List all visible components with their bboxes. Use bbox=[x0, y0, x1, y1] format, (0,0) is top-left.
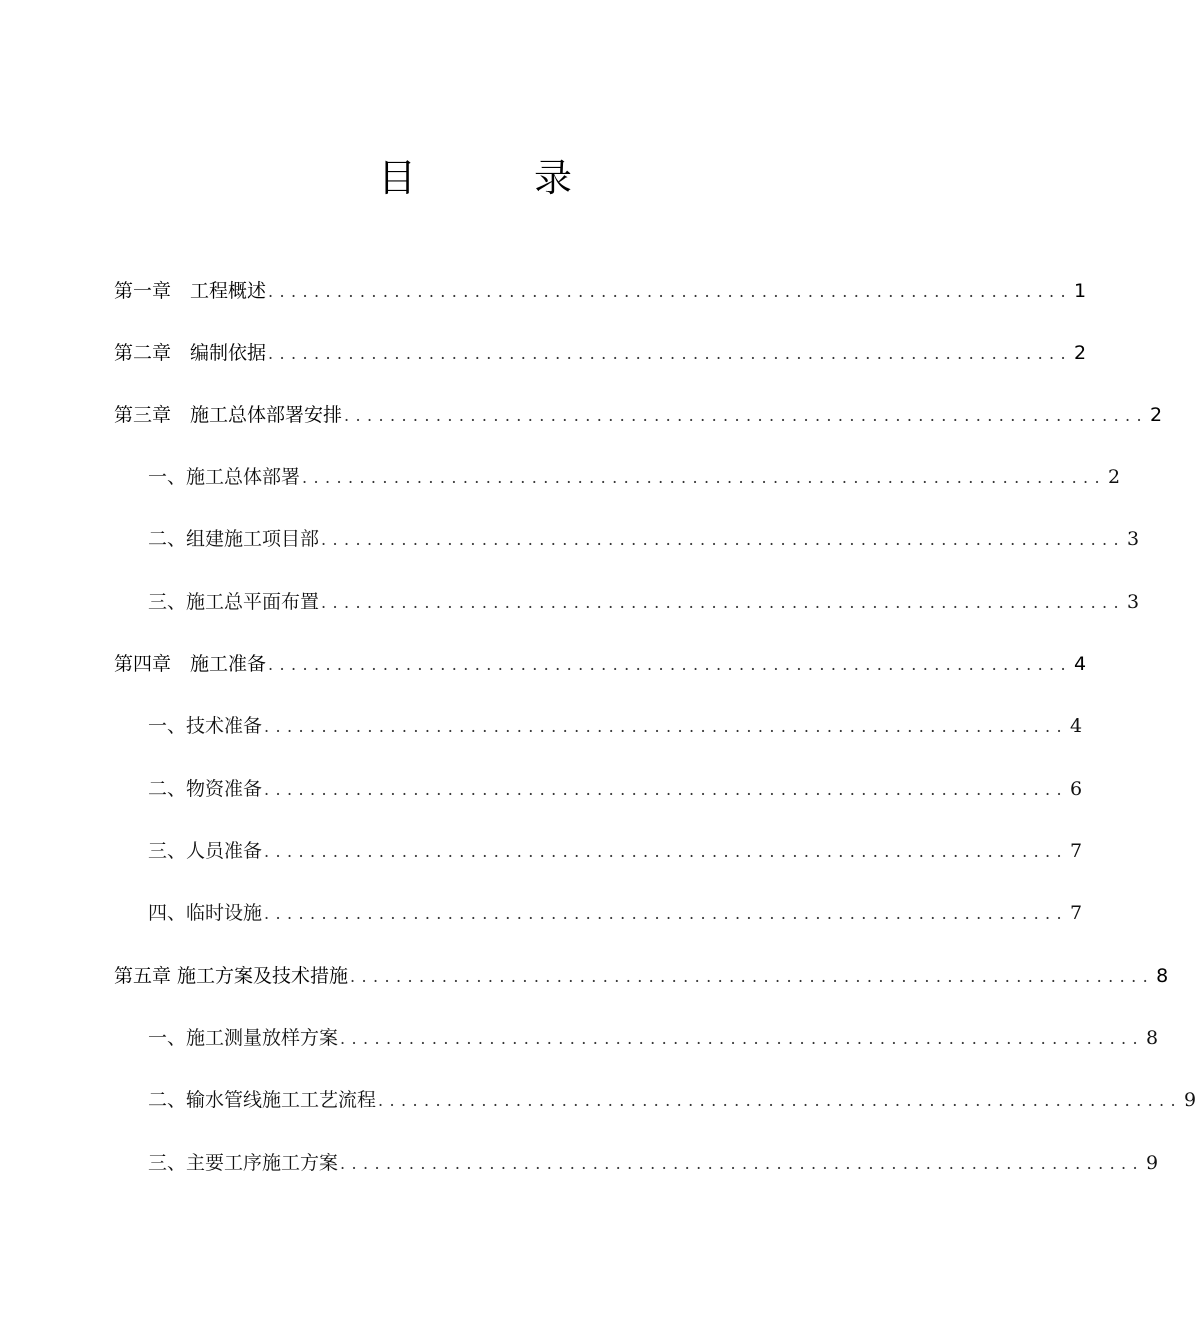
toc-entry-page: 3 bbox=[1127, 591, 1140, 613]
toc-entry[interactable] bbox=[148, 836, 1083, 866]
toc-entry-label: 一、施工测量放样方案 bbox=[148, 1027, 339, 1049]
toc-leader-dots: ...................................................................... bbox=[264, 717, 1069, 736]
toc-entry-label: 四、临时设施 bbox=[148, 902, 263, 924]
toc-leader-dots: ...................................................................... bbox=[321, 593, 1126, 612]
toc-entry-label: 三、施工总平面布置 bbox=[148, 591, 320, 613]
toc-entry-label: 第三章 施工总体部署安排 bbox=[114, 404, 343, 426]
toc-entry-label: 三、主要工序施工方案 bbox=[148, 1152, 339, 1174]
toc-entry-label: 第五章 施工方案及技术措施 bbox=[114, 965, 349, 987]
toc-leader-dots: ...................................................................... bbox=[268, 282, 1073, 301]
toc-entry-page: 1 bbox=[1074, 280, 1087, 302]
toc-entry-label: 第二章 编制依据 bbox=[114, 342, 267, 364]
toc-entry-page: 3 bbox=[1127, 528, 1140, 550]
toc-entry-page: 4 bbox=[1070, 715, 1083, 737]
toc-leader-dots: ...................................................................... bbox=[340, 1029, 1145, 1048]
toc-entry-page: 4 bbox=[1074, 653, 1087, 675]
toc-entry[interactable] bbox=[148, 774, 1083, 804]
toc-entry-page: 6 bbox=[1070, 778, 1083, 800]
toc-entry-page: 2 bbox=[1074, 342, 1087, 364]
toc-leader-dots: ...................................................................... bbox=[344, 406, 1149, 425]
toc-leader-dots: ...................................................................... bbox=[268, 655, 1073, 674]
toc-entry[interactable] bbox=[148, 711, 1083, 741]
toc-entry-page: 9 bbox=[1184, 1089, 1196, 1111]
toc-leader-dots: ...................................................................... bbox=[302, 468, 1107, 487]
toc-entry-page: 2 bbox=[1108, 466, 1121, 488]
toc-entry[interactable] bbox=[114, 400, 1163, 430]
toc-leader-dots: ...................................................................... bbox=[378, 1091, 1183, 1110]
toc-entry-page: 9 bbox=[1146, 1152, 1159, 1174]
toc-leader-dots: ...................................................................... bbox=[340, 1154, 1145, 1173]
toc-leader-dots: ...................................................................... bbox=[321, 530, 1126, 549]
toc-entry-page: 7 bbox=[1070, 902, 1083, 924]
toc-entry[interactable] bbox=[114, 338, 1087, 368]
toc-entry[interactable] bbox=[148, 524, 1140, 554]
toc-entry-page: 2 bbox=[1150, 404, 1163, 426]
toc-entry-label: 第一章 工程概述 bbox=[114, 280, 267, 302]
toc-leader-dots: ...................................................................... bbox=[264, 842, 1069, 861]
page-title: 目 录 bbox=[377, 156, 612, 200]
toc-leader-dots: ...................................................................... bbox=[264, 904, 1069, 923]
toc-entry-label: 三、人员准备 bbox=[148, 840, 263, 862]
toc-entry-label: 一、施工总体部署 bbox=[148, 466, 301, 488]
toc-entry-label: 第四章 施工准备 bbox=[114, 653, 267, 675]
toc-entry[interactable] bbox=[114, 276, 1087, 306]
toc-leader-dots: ...................................................................... bbox=[264, 780, 1069, 799]
toc-entry-page: 8 bbox=[1146, 1027, 1159, 1049]
toc-entry-label: 二、输水管线施工工艺流程 bbox=[148, 1089, 377, 1111]
toc-entry-label: 一、技术准备 bbox=[148, 715, 263, 737]
toc-leader-dots: ...................................................................... bbox=[350, 967, 1155, 986]
toc-entry[interactable] bbox=[148, 1085, 1196, 1115]
toc-entry[interactable] bbox=[148, 1023, 1159, 1053]
toc-entry-label: 二、物资准备 bbox=[148, 778, 263, 800]
toc-leader-dots: ...................................................................... bbox=[268, 344, 1073, 363]
toc-entry-label: 二、组建施工项目部 bbox=[148, 528, 320, 550]
toc-entry[interactable] bbox=[114, 649, 1087, 679]
toc-entry[interactable] bbox=[148, 462, 1121, 492]
toc-entry[interactable] bbox=[148, 898, 1083, 928]
toc-entry[interactable] bbox=[114, 961, 1169, 991]
toc-entry-page: 8 bbox=[1156, 965, 1169, 987]
toc-entry[interactable] bbox=[148, 1148, 1159, 1178]
toc-entry[interactable] bbox=[148, 587, 1140, 617]
toc-entry-page: 7 bbox=[1070, 840, 1083, 862]
